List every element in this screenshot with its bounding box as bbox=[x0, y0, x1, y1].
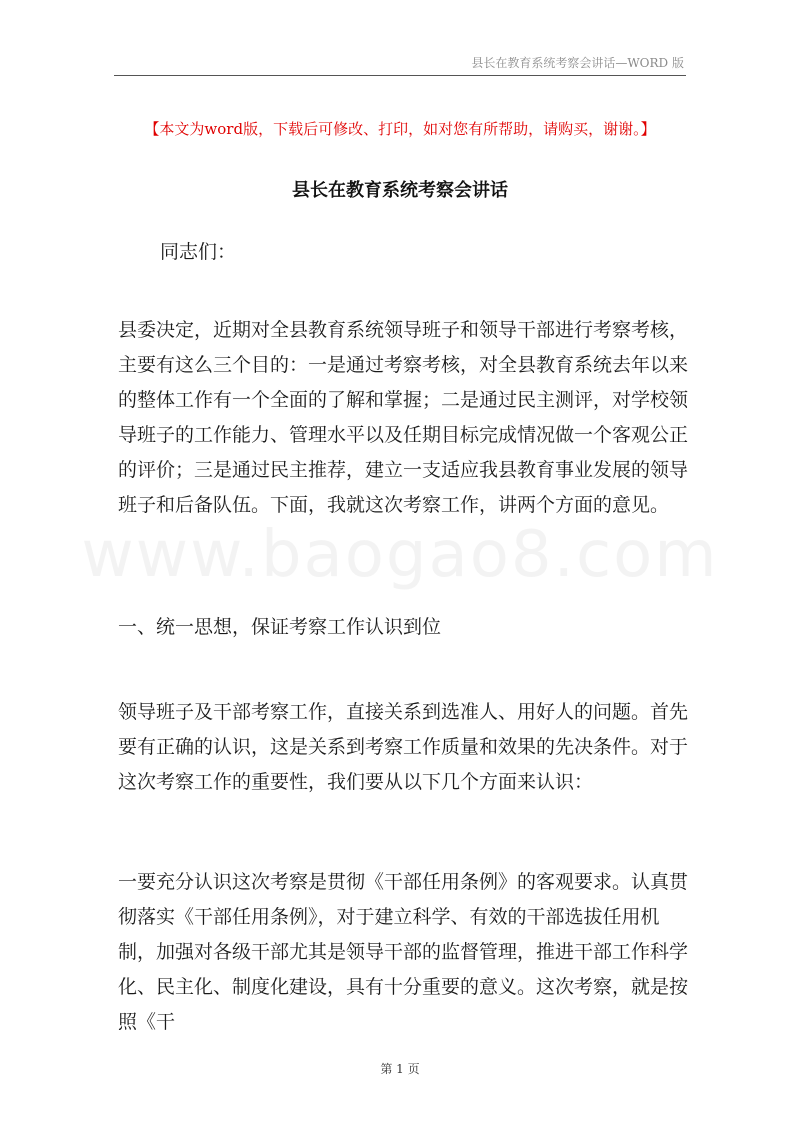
salutation: 同志们： bbox=[160, 241, 237, 263]
paragraph-section-intro: 领导班子及干部考察工作，直接关系到选准人、用好人的问题。首先要有正确的认识，这是关系到考察工作质量和效果的先决条件。对于这次考察工作的重要性，我们要从以下几个方面来认识： bbox=[118, 701, 689, 793]
running-header: 县长在教育系统考察会讲话—WORD 版 bbox=[471, 56, 684, 70]
header-divider bbox=[114, 75, 686, 76]
paragraph-point-one: 一要充分认识这次考察是贯彻《干部任用条例》的客观要求。认真贯彻落实《干部任用条例》，对于建立科学、有效的干部选拔任用机制，加强对各级干部尤其是领导干部的监督管理，推进干部工作科学化、民主化、制度化建设，具有十分重要的意义。这次考察，就是按照《干 bbox=[118, 871, 689, 1033]
document-title: 县长在教育系统考察会讲话 bbox=[292, 180, 508, 201]
watermark: www.baogao8.com bbox=[81, 518, 719, 592]
section-heading: 一、统一思想，保证考察工作认识到位 bbox=[118, 616, 442, 638]
page-number: 第 1 页 bbox=[380, 1062, 420, 1076]
download-notice: 【本文为word版，下载后可修改、打印，如对您有所帮助，请购买，谢谢。】 bbox=[144, 120, 656, 138]
paragraph-intro: 县委决定，近期对全县教育系统领导班子和领导干部进行考察考核，主要有这么三个目的：一是通过考察考核，对全县教育系统去年以来的整体工作有一个全面的了解和掌握；二是通过民主测评，对学校领导班子的工作能力、管理水平以及任期目标完成情况做一个客观公正的评价；三是通过民主推荐，建立一支适应我县教育事业发展的领导班子和后备队伍。下面，我就这次考察工作，讲两个方面的意见。 bbox=[118, 319, 689, 516]
